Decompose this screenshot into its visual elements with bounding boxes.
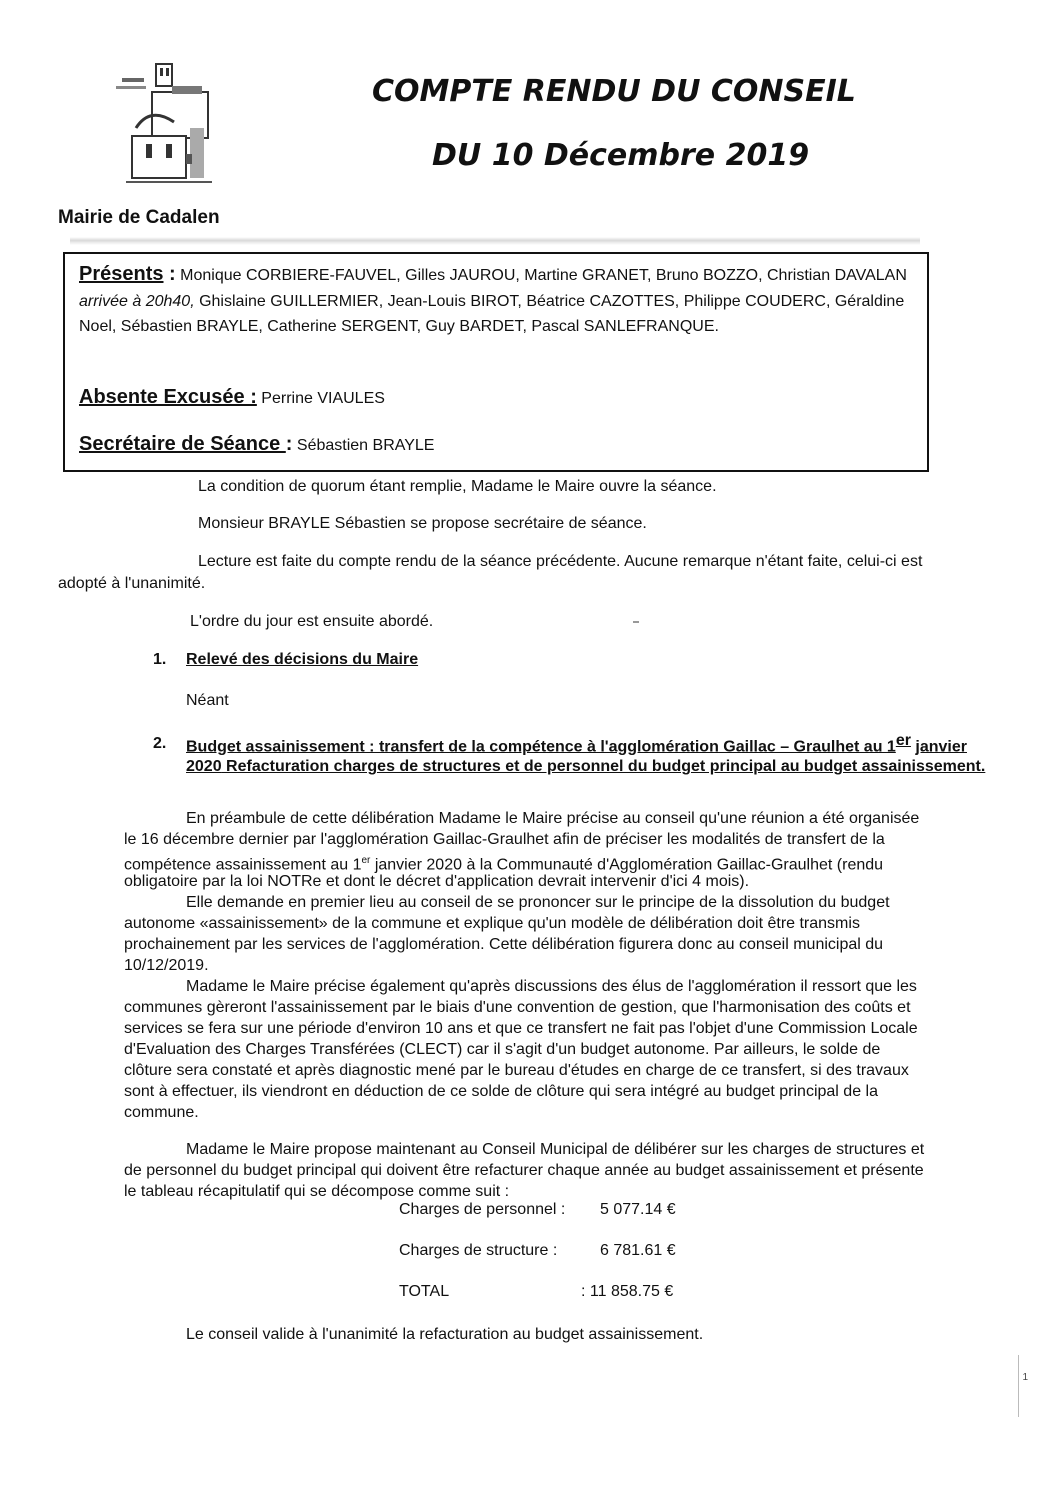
charges-row-total-value: : 11 858.75 €: [581, 1283, 674, 1300]
item2-p3-line6: sont à effectuer, ils viendront en déduction de ce solde de clôture qui sera intégré au budget principal de la: [124, 1083, 878, 1100]
charges-row-structure-label: Charges de structure :: [399, 1242, 558, 1259]
quorum-text: La condition de quorum étant remplie, Madame le Maire ouvre la séance.: [198, 478, 717, 495]
item2-p2-line1: Elle demande en premier lieu au conseil de se prononcer sur le principe de la dissolution du budget: [186, 894, 890, 911]
charges-row-personnel-value: 5 077.14 €: [600, 1201, 676, 1218]
item2-title-sup: er: [895, 732, 911, 749]
item2-number: 2.: [153, 735, 167, 752]
item2-p1-line3a: compétence assainissement au 1: [124, 856, 362, 874]
charges-row-structure-value: 6 781.61 €: [600, 1242, 676, 1259]
absent-names: Perrine VIAULES: [256, 390, 385, 407]
scan-speck: [633, 621, 639, 623]
item2-p4-line1: Madame le Maire propose maintenant au Conseil Municipal de délibérer sur les charges de structures et: [186, 1141, 925, 1158]
item2-p3-line2: communes gèreront l'assainissement par le biais d'une convention de gestion, que l'harmonisation des coûts et: [124, 999, 911, 1016]
absent-label: Absente Excusée :: [79, 386, 257, 408]
secretary-label: Secrétaire de Séance: [79, 433, 286, 455]
item1-number: 1.: [153, 651, 167, 668]
item2-p4-line3: le tableau récapitulatif qui se décompose comme suit :: [124, 1183, 510, 1200]
scan-artifact-line: [70, 237, 920, 245]
charges-row-total-label: TOTAL: [399, 1283, 450, 1300]
item2-conclusion: Le conseil valide à l'unanimité la refacturation au budget assainissement.: [186, 1326, 704, 1343]
item2-title-part-a: Budget assainissement : transfert de la compétence à l'agglomération Gaillac – Graulhet au 1: [186, 738, 896, 756]
presents-label: Présents: [79, 263, 164, 285]
item2-p2-line3: prochainement par les services de l'agglomération. Cette délibération figurera donc au conseil municipal du: [124, 936, 884, 953]
presents-section: [79, 262, 909, 340]
presents-names-part1: Monique CORBIERE-FAUVEL, Gilles JAUROU, Martine GRANET, Bruno BOZZO, Christian DAVALAN: [175, 267, 907, 284]
item2-p3-line7: commune.: [124, 1104, 199, 1121]
presents-colon: :: [163, 263, 176, 285]
presents-paragraph: [79, 262, 909, 340]
secretary-proposal-text: Monsieur BRAYLE Sébastien se propose secrétaire de séance.: [198, 515, 647, 532]
item1-title: Relevé des décisions du Maire: [186, 651, 419, 668]
secretary-colon: :: [285, 433, 293, 455]
agenda-text: L'ordre du jour est ensuite abordé.: [190, 613, 434, 630]
item2-p1-line1: En préambule de cette délibération Madame le Maire précise au conseil qu'une réunion a été organisée: [186, 810, 920, 827]
reading-text-line2: adopté à l'unanimité.: [58, 575, 206, 592]
presents-names-part2: Ghislaine GUILLERMIER, Jean-Louis BIROT, Béatrice CAZOTTES, Philippe COUDERC, Géraldine Noel, Sébastien BRAYLE, Catherine SERGENT, Guy BARDET, Pascal SANLEFRANQUE.: [79, 292, 905, 335]
secretary-section: [79, 433, 434, 456]
item2-p1-line3-sup: er: [361, 855, 371, 866]
item2-p2-line4: 10/12/2019.: [124, 957, 209, 974]
page-number: 1: [1022, 1372, 1028, 1383]
attendance-box: [63, 252, 929, 472]
item2-p3-line1: Madame le Maire précise également qu'après discussions des élus de l'agglomération il ressort que les: [186, 978, 917, 995]
item2-p3-line3: services se fera sur une période d'environ 10 ans et que ce transfert ne fait pas l'objet d'une Commission Locale: [124, 1020, 918, 1037]
item2-p2-line2: autonome «assainissement» de la commune et explique qu'un modèle de délibération doit être transmis: [124, 915, 860, 932]
document-title-line1: COMPTE RENDU DU CONSEIL: [372, 74, 856, 109]
item1-body: Néant: [186, 692, 229, 709]
item2-title: [186, 731, 1006, 777]
document-title-line2: DU 10 Décembre 2019: [432, 138, 810, 173]
item2-title-part-b: janvier 2020: [186, 738, 967, 776]
item2-p1-line3b: janvier 2020 à la Communauté d'Agglomération Gaillac-Graulhet (rendu: [370, 856, 884, 874]
item2-p3-line5: clôture sera constaté et après diagnostic mené par le bureau d'études en charge de ce transfert, si des travaux: [124, 1062, 909, 1079]
item2-title-part-c: Refacturation charges de structures et de personnel du budget principal au budget assainissement.: [221, 758, 986, 776]
reading-text-line1: Lecture est faite du compte rendu de la séance précédente. Aucune remarque n'étant faite, celui-ci est: [198, 553, 923, 570]
arrival-note: arrivée à 20h40,: [79, 292, 195, 310]
absent-section: [79, 386, 385, 409]
church-logo: [112, 58, 220, 186]
scan-page-edge: [1018, 1355, 1019, 1417]
secretary-name: Sébastien BRAYLE: [292, 437, 435, 454]
item2-p1-line4: obligatoire par la loi NOTRe et dont le décret d'application devrait intervenir d'ici 4 mois).: [124, 873, 750, 890]
item2-p1-line2: le 16 décembre dernier par l'agglomération Gaillac-Graulhet afin de préciser les modalités de transfert de la: [124, 831, 885, 848]
item2-p3-line4: d'Evaluation des Charges Transférées (CLECT) car il s'agit d'un budget autonome. Par ailleurs, le solde de: [124, 1041, 881, 1058]
charges-row-personnel-label: Charges de personnel :: [399, 1201, 566, 1218]
mairie-name: Mairie de Cadalen: [58, 207, 220, 228]
item2-p4-line2: de personnel du budget principal qui doivent être refacturer chaque année au budget assainissement et présente: [124, 1162, 924, 1179]
